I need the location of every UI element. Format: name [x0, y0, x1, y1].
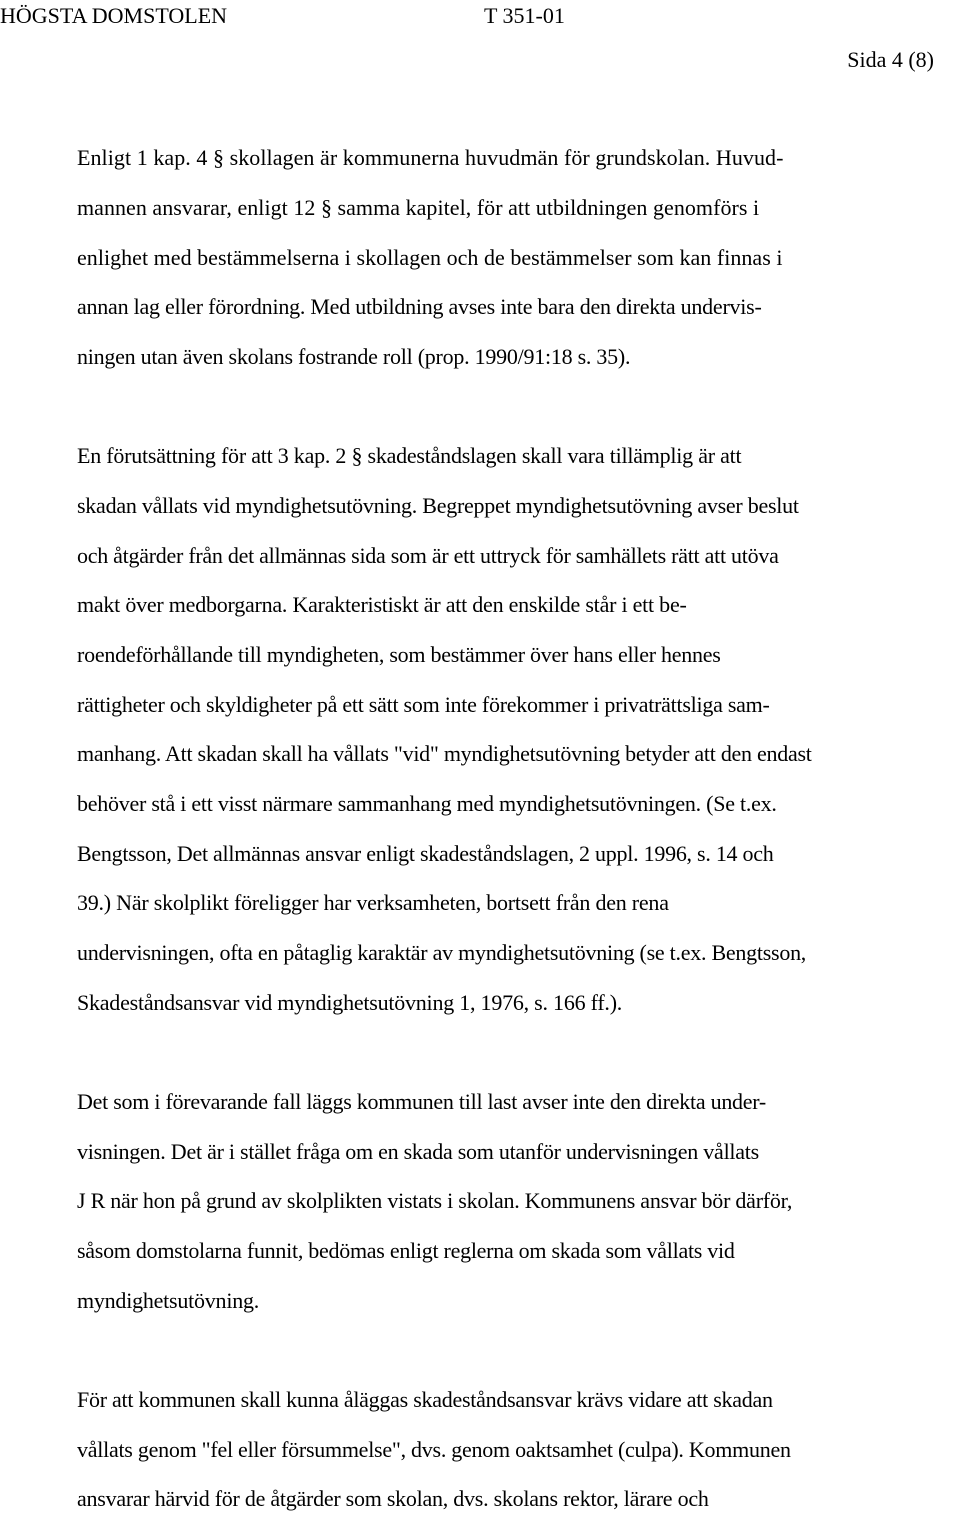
text-line: ningen utan även skolans fostrande roll (prop. 1990/91:18 s. 35).: [77, 344, 631, 369]
text-line: roendeförhållande till myndigheten, som bestämmer över hans eller hennes: [77, 642, 721, 667]
text-line: En förutsättning för att 3 kap. 2 § skadeståndslagen skall vara tillämplig är att: [77, 443, 742, 468]
text-line: annan lag eller förordning. Med utbildning avses inte bara den direkta undervis-: [77, 294, 762, 319]
text-line: myndighetsutövning.: [77, 1288, 260, 1313]
text-line: behöver stå i ett visst närmare sammanhang med myndighetsutövningen. (Se t.ex.: [77, 791, 777, 816]
text-line: rättigheter och skyldigheter på ett sätt som inte förekommer i privaträttsliga sam-: [77, 692, 770, 717]
text-line: makt över medborgarna. Karakteristiskt är att den enskilde står i ett be-: [77, 592, 687, 617]
text-line: Skadeståndsansvar vid myndighetsutövning 1, 1976, s. 166 ff.).: [77, 990, 623, 1015]
text-line: 39.) När skolplikt föreligger har verksamheten, bortsett från den rena: [77, 890, 669, 915]
page-number: Sida 4 (8): [847, 47, 934, 72]
text-line: J R när hon på grund av skolplikten vistats i skolan. Kommunens ansvar bör därför,: [77, 1188, 793, 1213]
text-line: såsom domstolarna funnit, bedömas enligt reglerna om skada som vållats vid: [77, 1238, 735, 1263]
text-line: skadan vållats vid myndighetsutövning. Begreppet myndighetsutövning avser beslut: [77, 493, 799, 518]
text-line: manhang. Att skadan skall ha vållats "vid" myndighetsutövning betyder att den endast: [77, 741, 812, 766]
court-name: HÖGSTA DOMSTOLEN: [0, 3, 228, 28]
text-line: Bengtsson, Det allmännas ansvar enligt skadeståndslagen, 2 uppl. 1996, s. 14 och: [77, 841, 774, 866]
text-line: visningen. Det är i stället fråga om en skada som utanför undervisningen vållats: [77, 1139, 759, 1164]
text-line: enlighet med bestämmelserna i skollagen och de bestämmelser som kan finnas i: [77, 245, 783, 270]
case-number: T 351-01: [484, 3, 565, 28]
text-line: ansvarar härvid för de åtgärder som skolan, dvs. skolans rektor, lärare och: [77, 1486, 709, 1511]
text-line: För att kommunen skall kunna åläggas skadeståndsansvar krävs vidare att skadan: [77, 1387, 773, 1412]
text-line: och åtgärder från det allmännas sida som är ett uttryck för samhällets rätt att utöva: [77, 543, 779, 568]
text-line: mannen ansvarar, enligt 12 § samma kapitel, för att utbildningen genomförs i: [77, 195, 760, 220]
text-line: Det som i förevarande fall läggs kommunen till last avser inte den direkta under-: [77, 1089, 766, 1114]
text-line: undervisningen, ofta en påtaglig karaktär av myndighetsutövning (se t.ex. Bengtsson,: [77, 940, 807, 965]
text-line: Enligt 1 kap. 4 § skollagen är kommunerna huvudmän för grundskolan. Huvud-: [77, 145, 784, 170]
text-line: vållats genom "fel eller försummelse", dvs. genom oaktsamhet (culpa). Kommunen: [77, 1437, 791, 1462]
